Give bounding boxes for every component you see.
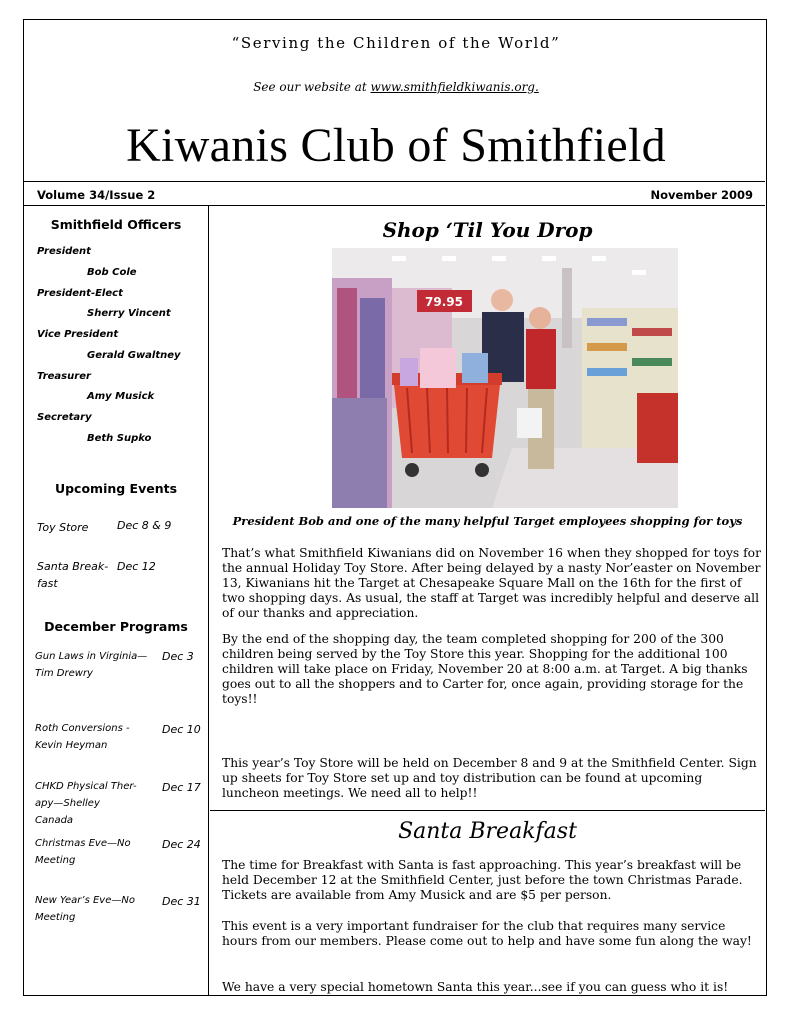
article-paragraph: That’s what Smithfield Kiwanians did on November 16 when they shopped for toys for the annual Holiday Toy Store. After being delayed by a nasty Nor’easter on November 13, Kiwanians hit the Target at Chesapeake Square Mall on the 16th for the first of two shopping days. As usual, the staff at Target was incredibly helpful and deserve all of our thanks and appreciation.	[222, 546, 761, 620]
program-label: Christmas Eve—No Meeting	[35, 838, 131, 866]
programs-heading: December Programs	[44, 619, 188, 634]
officer-name: Gerald Gwaltney	[87, 350, 181, 361]
newsletter-title: Kiwanis Club of Smithfield	[126, 119, 666, 172]
article-divider	[210, 810, 765, 811]
website-line	[24, 80, 768, 94]
program-date: Dec 24	[162, 838, 201, 851]
program-label: Roth Conversions - Kevin Heyman	[35, 723, 130, 751]
officer-role: Secretary	[37, 412, 92, 423]
article-paragraph: By the end of the shopping day, the team completed shopping for 200 of the 300 children being served by the Toy Store this year. Shopping for the additional 100 children will take place on Friday, November 20 at 8:00 a.m. at Target. A big thanks goes out to all the shoppers and to Carter for, once again, providing storage for the toys!!	[222, 632, 748, 706]
officer-role: Treasurer	[37, 371, 91, 382]
program-date: Dec 10	[162, 723, 201, 736]
event-label: Santa Break-fast	[37, 560, 109, 590]
price-sign: 79.95	[425, 295, 463, 309]
officer-name: Sherry Vincent	[87, 308, 171, 319]
article-paragraph: The time for Breakfast with Santa is fast approaching. This year’s breakfast will be held December 12 at the Smithfield Center, just before the town Christmas Parade. Tickets are available from Amy Musick and are $5 per person.	[222, 858, 743, 902]
title-rule	[24, 181, 765, 182]
main-column	[210, 206, 765, 995]
program-label: Gun Laws in Virginia—Tim Drewry	[35, 651, 148, 679]
program-date: Dec 17	[162, 781, 201, 794]
photo-illustration	[332, 248, 678, 508]
officer-role: President-Elect	[37, 288, 123, 299]
column-divider	[208, 206, 209, 995]
article-paragraph: This year’s Toy Store will be held on December 8 and 9 at the Smithfield Center. Sign up sheets for Toy Store set up and toy distribution can be found at upcoming luncheon meetings. We need all to help!!	[222, 756, 757, 800]
events-heading: Upcoming Events	[54, 481, 178, 496]
program-date: Dec 31	[162, 895, 201, 908]
article-heading: Shop ‘Til You Drop	[382, 218, 593, 242]
event-date: Dec 8 & 9	[117, 519, 172, 532]
newsletter-page	[23, 19, 767, 996]
officer-role: President	[37, 246, 91, 257]
article-paragraph: This event is a very important fundraiser for the club that requires many service hours from our members. Please come out to help and have some fun along the way!	[222, 919, 752, 948]
event-date: Dec 12	[117, 560, 156, 573]
article-heading: Santa Breakfast	[398, 819, 577, 844]
officer-name: Beth Supko	[87, 433, 152, 444]
shopping-photo	[332, 248, 678, 508]
sidebar	[24, 206, 208, 995]
website-prefix: See our website at	[253, 80, 371, 94]
volume-issue: Volume 34/Issue 2	[37, 188, 156, 202]
event-label: Toy Store	[37, 521, 89, 534]
officer-role: Vice President	[37, 329, 119, 340]
issue-date: November 2009	[650, 188, 753, 202]
program-label: CHKD Physical Ther-apy—Shelley Canada	[35, 781, 137, 826]
officers-heading: Smithfield Officers	[50, 217, 182, 232]
photo-caption: President Bob and one of the many helpful Target employees shopping for toys	[232, 514, 743, 528]
program-date: Dec 3	[162, 650, 194, 663]
officer-name: Amy Musick	[87, 391, 155, 402]
officer-name: Bob Cole	[87, 267, 137, 278]
website-link[interactable]: www.smithfieldkiwanis.org.	[370, 80, 539, 94]
article-paragraph: We have a very special hometown Santa this year...see if you can guess who it is!	[222, 980, 729, 994]
program-label: New Year’s Eve—No Meeting	[35, 895, 135, 923]
motto: “Serving the Children of the World”	[231, 34, 561, 52]
